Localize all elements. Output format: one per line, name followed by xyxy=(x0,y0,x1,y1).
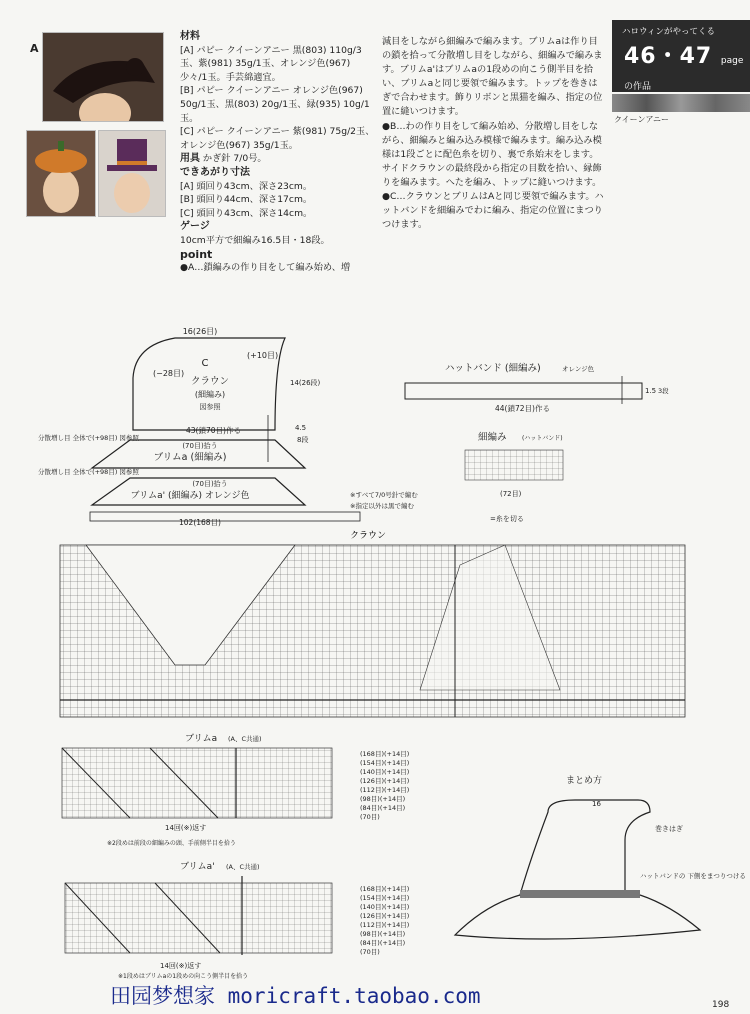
schematic-brim-a2-st: (70目)拾う xyxy=(192,480,228,488)
schematic-minus28: (−28目) xyxy=(153,369,185,378)
brim-a2-row: (140目)(+14目) xyxy=(360,903,410,911)
point-heading: point xyxy=(180,247,213,261)
instructions-p1: 減目をしながら細編みで編みます。ブリムaは作り目の鎖を拾って分散増し目をしながら、細編みで編みます。ブリムa'はブリムaの1段めの向こう側半目を拾い、ブリムaと同じ要領で編みます。トップを巻きはぎで合わせます。飾りリボンと黒猫を編み、指定の位置に縫いつけます。 xyxy=(382,36,603,118)
brim-a2-title: ブリムa' xyxy=(180,862,215,872)
schematic-plus10: (+10目) xyxy=(247,351,279,360)
size-a: [A] 頭回り43cm、深さ23cm。 xyxy=(180,180,313,192)
schematic-h45: 4.5 xyxy=(295,424,307,432)
hatband-sc-sub: (ハットバンド) xyxy=(522,435,563,442)
brim-a-repeat: 14回(※)返す xyxy=(165,824,207,832)
crown-chart xyxy=(60,530,685,717)
schematic-brim-a2: ブリムa' (細編み) オレンジ色 xyxy=(130,491,250,501)
badge-subtitle: ハロウィンがやってくる xyxy=(622,27,715,37)
schematic-brim-a-st: (70目)拾う xyxy=(182,442,218,450)
footer-watermark: 田园梦想家 moricraft.taobao.com xyxy=(110,984,481,1008)
schematic-bottom: 102(168目) xyxy=(179,518,221,527)
brim-a2-row: (98目)(+14目) xyxy=(360,930,406,938)
brim-a-row: (98目)(+14目) xyxy=(360,795,406,803)
brim-a2-row: (126目)(+14目) xyxy=(360,912,410,920)
schematic-side: 14(26段) xyxy=(290,379,321,387)
brim-a-note: ※2段めは前段の細編みの頭、手前側半目を拾う xyxy=(107,840,236,847)
schematic-note2: ※指定以外は黒で編む xyxy=(350,502,414,510)
brim-a2-row: (70目) xyxy=(360,948,380,956)
hatband-sc-st: (72目) xyxy=(500,490,522,498)
brim-a2-row: (112目)(+14目) xyxy=(360,921,410,929)
schematic-h8: 8段 xyxy=(297,436,309,444)
brim-a-row: (168目)(+14目) xyxy=(360,750,410,758)
hatband-cut: =糸を切る xyxy=(490,515,524,523)
hatband-color: オレンジ色 xyxy=(562,365,595,373)
materials-heading: 材料 xyxy=(180,31,200,42)
schematic-c-letter: C xyxy=(201,358,209,369)
hatband-sc-title: 細編み xyxy=(478,432,507,443)
tools-heading: 用具 xyxy=(180,153,200,165)
gauge-text: 10cm平方で細編み16.5目・18段。 xyxy=(180,234,330,246)
brim-a-row: (126目)(+14目) xyxy=(360,777,410,785)
size-c: [C] 頭回り43cm、深さ14cm。 xyxy=(180,207,313,219)
size-b: [B] 頭回り44cm、深さ17cm。 xyxy=(180,194,313,206)
brim-a-sub: (A、C共通) xyxy=(228,735,262,743)
brim-a-row: (140目)(+14目) xyxy=(360,768,410,776)
brim-a2-note: ※1段めはブリムaの1段めの向こう側半目を拾う xyxy=(118,973,249,980)
brim-a-row: (70目) xyxy=(360,813,380,821)
schematic-inc-note1: 分散増し目 全体で(+98目) 図参照 xyxy=(38,434,139,442)
hat-schematic xyxy=(38,327,418,527)
hatband-diagram xyxy=(405,362,669,523)
schematic-note1: ※すべて7/0号針で編む xyxy=(350,491,418,499)
schematic-crown: クラウン xyxy=(190,376,230,387)
brim-a-row: (84目)(+14目) xyxy=(360,804,406,812)
brim-a2-sub: (A、C共通) xyxy=(226,863,260,871)
brim-a-chart xyxy=(62,733,409,847)
point-a-text: ●A…鎖編みの作り目をして編み始め、増 xyxy=(180,262,351,274)
crown-chart-title: クラウン xyxy=(350,531,387,541)
assembly-top: 16 xyxy=(592,800,601,808)
instructions-p2: ●B…わの作り目をして編み始め、分散増し目をしながら、細編みと編み込み模様で編みます。編み込み模様は1段ごとに配色糸を切り、裏で糸始末をします。サイドクラウンの最終段から指定の目数を拾い、縁飾りを編みます。へたを編み、トップに縫いつけます。 xyxy=(382,120,602,188)
schematic-crown-st: (細編み) xyxy=(194,390,226,399)
instructions-p3: ●C…クラウンとブリムはAと同じ要領で編みます。ハットバンドを細編みでわに編み、指定の位置にまつりつけます。 xyxy=(382,191,604,231)
materials-a: [A] パピー クイーンアニー 黒(803) 110g/3玉、紫(981) 35g/1玉、オレンジ色(967) 少々/1玉。手芸綿適宜。 xyxy=(180,44,362,83)
schematic-top: 16(26目) xyxy=(182,327,218,336)
page-number: 198 xyxy=(712,1000,730,1010)
tools-text: かぎ針 7/0号。 xyxy=(202,153,267,165)
brim-a-row: (112目)(+14目) xyxy=(360,786,410,794)
size-heading: できあがり寸法 xyxy=(180,166,250,178)
assembly-title: まとめ方 xyxy=(566,776,603,786)
brim-a2-row: (168目)(+14目) xyxy=(360,885,410,893)
schematic-inc-note2: 分散増し目 全体で(+98目) 図参照 xyxy=(38,468,139,476)
yarn-name: クイーンアニー xyxy=(614,115,670,124)
materials-c: [C] パピー クイーンアニー 紫(981) 75g/2玉、オレンジ色(967) 35g/1玉。 xyxy=(180,126,375,151)
hatband-rows: 3段 xyxy=(658,387,669,395)
schematic-ref: 図参照 xyxy=(199,403,221,411)
materials-b: [B] パピー クイーンアニー オレンジ色(967) 50g/1玉、黒(803) 20g/1玉、緑(935) 10g/1玉。 xyxy=(180,85,370,124)
badge-pages: 46・47 xyxy=(624,44,713,69)
badge-suffix: page の作品 xyxy=(624,56,744,92)
brim-a-title: ブリムa xyxy=(185,734,218,744)
schematic-brim-a: ブリムa (細編み) xyxy=(153,452,227,463)
photo-label-a: A xyxy=(30,42,39,55)
hatband-h: 1.5 xyxy=(645,387,657,395)
brim-a2-repeat: 14回(※)返す xyxy=(160,962,202,970)
brim-a2-chart xyxy=(65,861,409,980)
assembly-seam: 巻きはぎ xyxy=(655,825,683,833)
hatband-len: 44(鎖72目)作る xyxy=(495,404,550,413)
schematic-base: 43(鎖70目)作る xyxy=(186,426,241,435)
brim-a2-row: (154目)(+14目) xyxy=(360,894,410,902)
hatband-title: ハットバンド (細編み) xyxy=(445,363,541,374)
assembly-band: ハットバンドの 下側をまつりつける xyxy=(640,872,746,880)
brim-a-row: (154目)(+14目) xyxy=(360,759,410,767)
gauge-heading: ゲージ xyxy=(180,221,210,233)
brim-a2-row: (84目)(+14目) xyxy=(360,939,406,947)
assembly-diagram xyxy=(455,774,746,939)
